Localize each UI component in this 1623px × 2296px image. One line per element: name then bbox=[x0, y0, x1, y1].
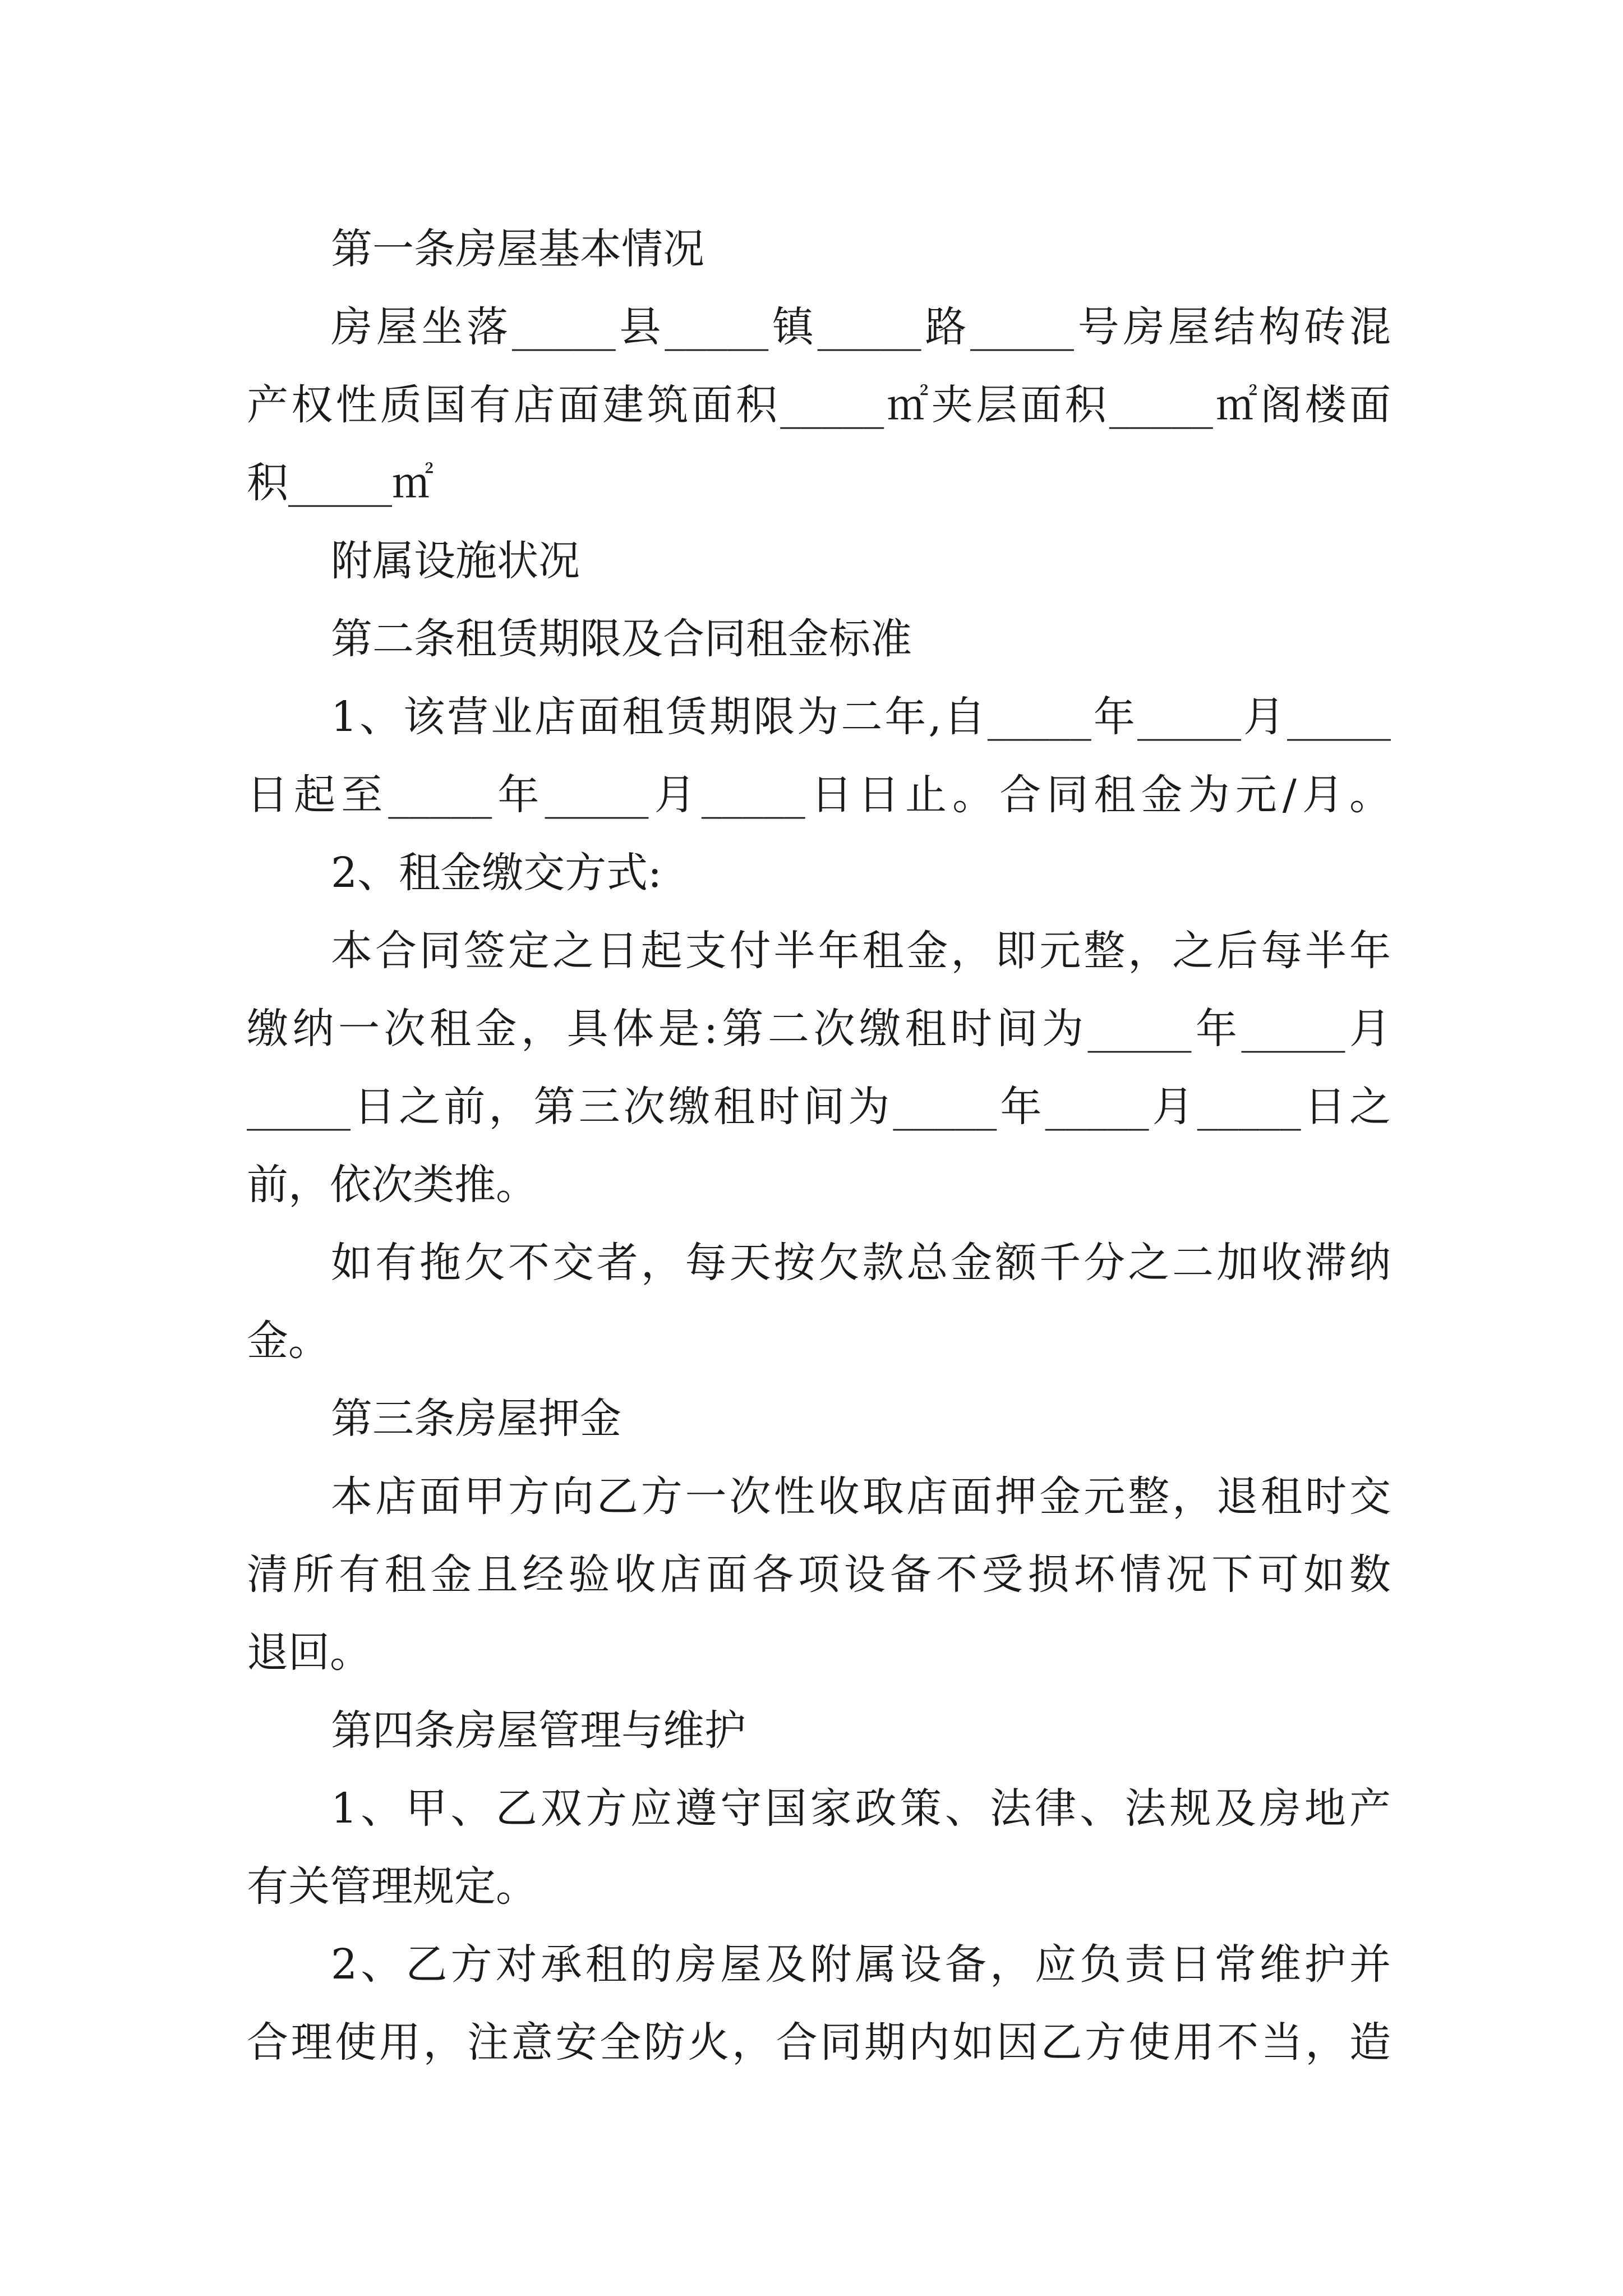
document-page bbox=[247, 210, 1391, 2082]
paragraph-line: 金。 bbox=[247, 1317, 330, 1365]
paragraph-line: 产权性质国有店面建筑面积_____㎡夹层面积_____㎡阁楼面 bbox=[247, 381, 1391, 429]
paragraph-line: 1、该营业店面租赁期限为二年,自_____年_____月_____ bbox=[331, 693, 1391, 741]
paragraph-line: 2、租金缴交方式: bbox=[331, 849, 662, 897]
heading-article-1: 第一条房屋基本情况 bbox=[331, 225, 704, 273]
paragraph-line: 2、乙方对承租的房屋及附属设备，应负责日常维护并 bbox=[331, 1940, 1391, 1989]
paragraph-line: 前，依次类推。 bbox=[247, 1161, 537, 1209]
paragraph-line: 附属设施状况 bbox=[331, 537, 580, 585]
paragraph-line: 退回。 bbox=[247, 1628, 371, 1677]
paragraph-line: 如有拖欠不交者，每天按欠款总金额千分之二加收滞纳 bbox=[331, 1239, 1391, 1287]
heading-article-4: 第四条房屋管理与维护 bbox=[331, 1706, 746, 1755]
paragraph-line: 本合同签定之日起支付半年租金，即元整，之后每半年 bbox=[331, 927, 1391, 975]
paragraph-line: 日起至_____年_____月_____日日止。合同租金为元/月。 bbox=[247, 771, 1391, 819]
paragraph-line: 本店面甲方向乙方一次性收取店面押金元整，退租时交 bbox=[331, 1473, 1391, 1521]
heading-article-3: 第三条房屋押金 bbox=[331, 1395, 621, 1443]
paragraph-line: 合理使用，注意安全防火，合同期内如因乙方使用不当，造 bbox=[247, 2018, 1391, 2067]
heading-article-2: 第二条租赁期限及合同租金标准 bbox=[331, 615, 912, 663]
paragraph-line: _____日之前，第三次缴租时间为_____年_____月_____日之 bbox=[247, 1083, 1391, 1131]
paragraph-line: 房屋坐落_____县_____镇_____路_____号房屋结构砖混 bbox=[331, 303, 1391, 351]
paragraph-line: 积_____㎡ bbox=[247, 459, 434, 507]
paragraph-line: 有关管理规定。 bbox=[247, 1862, 537, 1911]
paragraph-line: 清所有租金且经验收店面各项设备不受损坏情况下可如数 bbox=[247, 1550, 1391, 1599]
paragraph-line: 缴纳一次租金，具体是:第二次缴租时间为_____年_____月 bbox=[247, 1005, 1391, 1053]
paragraph-line: 1、甲、乙双方应遵守国家政策、法律、法规及房地产 bbox=[331, 1784, 1391, 1833]
